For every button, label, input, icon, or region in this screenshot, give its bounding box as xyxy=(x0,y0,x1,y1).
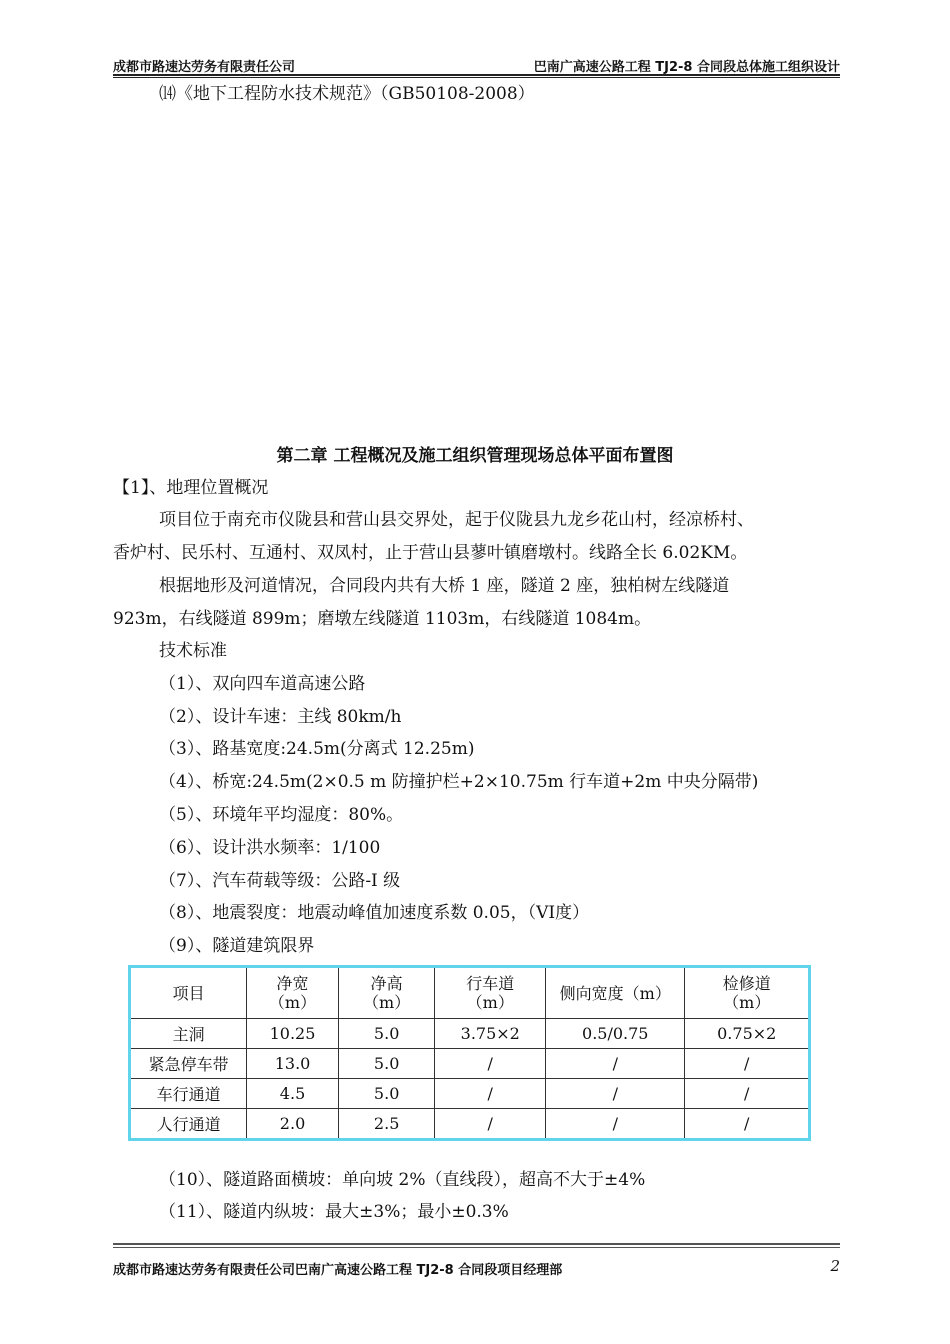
table-row xyxy=(130,1019,810,1049)
paragraph-bridges-line-2: 923m，右线隧道 899m；磨墩左线隧道 1103m，右线隧道 1084m。 xyxy=(113,609,652,629)
table-cell: 紧急停车带 xyxy=(130,1049,247,1079)
table-cell: 0.5/0.75 xyxy=(546,1019,685,1049)
standard-item: （4）、桥宽:24.5m(2×0.5 m 防撞护栏+2×10.75m 行车道+2m 中央分隔带) xyxy=(159,772,759,792)
table-cell: 人行通道 xyxy=(130,1109,247,1140)
page-header xyxy=(113,54,840,74)
standard-item: （9）、隧道建筑限界 xyxy=(159,936,315,956)
table-header-cell: 项目 xyxy=(130,967,247,1019)
standard-item: （1）、双向四车道高速公路 xyxy=(159,674,366,694)
table-cell: / xyxy=(546,1049,685,1079)
standard-item: （3）、路基宽度:24.5m(分离式 12.25m) xyxy=(159,739,475,759)
table-row xyxy=(130,1109,810,1140)
table-cell: / xyxy=(685,1049,810,1079)
table-cell: / xyxy=(685,1079,810,1109)
table-cell: 3.75×2 xyxy=(435,1019,546,1049)
table-cell: / xyxy=(435,1109,546,1140)
header-company: 成都市路速达劳务有限责任公司 xyxy=(113,60,296,75)
table-row xyxy=(130,1079,810,1109)
table-cell: / xyxy=(546,1109,685,1140)
header-document-title: 巴南广高速公路工程 TJ2-8 合同段总体施工组织设计 xyxy=(533,60,840,75)
tech-standards-heading: 技术标准 xyxy=(159,641,227,661)
tunnel-clearance-table xyxy=(128,965,811,1141)
footer-rule xyxy=(113,1243,840,1248)
table-cell: / xyxy=(546,1079,685,1109)
footer-text: 成都市路速达劳务有限责任公司巴南广高速公路工程 TJ2-8 合同段项目经理部 xyxy=(113,1263,563,1278)
page-number: 2 xyxy=(830,1257,840,1275)
standard-item: （7）、汽车荷载等级：公路-I 级 xyxy=(159,871,401,891)
standard-item: （10）、隧道路面横坡：单向坡 2%（直线段），超高不大于±4% xyxy=(159,1170,646,1190)
section-heading: 【1】、地理位置概况 xyxy=(113,478,269,498)
table-cell: / xyxy=(435,1049,546,1079)
table-cell: 5.0 xyxy=(338,1019,435,1049)
table-cell: 10.25 xyxy=(247,1019,339,1049)
chapter-title: 第二章 工程概况及施工组织管理现场总体平面布置图 xyxy=(276,446,674,466)
paragraph-location-line-2: 香炉村、民乐村、互通村、双凤村，止于营山县蓼叶镇磨墩村。线路全长 6.02KM。 xyxy=(113,543,748,563)
table-cell: 2.0 xyxy=(247,1109,339,1140)
table-cell: 主洞 xyxy=(130,1019,247,1049)
standard-item: （6）、设计洪水频率：1/100 xyxy=(159,838,381,858)
table-cell: 5.0 xyxy=(338,1079,435,1109)
table-cell: 0.75×2 xyxy=(685,1019,810,1049)
paragraph-bridges-line-1: 根据地形及河道情况，合同段内共有大桥 1 座，隧道 2 座，独柏树左线隧道 xyxy=(159,576,730,596)
table-cell: 5.0 xyxy=(338,1049,435,1079)
table-header-cell: 净宽 （m） xyxy=(247,967,339,1019)
table-cell: / xyxy=(685,1109,810,1140)
table-cell: 4.5 xyxy=(247,1079,339,1109)
table-header-row xyxy=(130,967,810,1019)
paragraph-location-line-1: 项目位于南充市仪陇县和营山县交界处，起于仪陇县九龙乡花山村，经凉桥村、 xyxy=(159,510,754,530)
standard-item: （8）、地震裂度：地震动峰值加速度系数 0.05，（VI度） xyxy=(159,903,590,923)
table-row xyxy=(130,1049,810,1079)
header-rule xyxy=(113,74,840,78)
page-footer xyxy=(113,1259,840,1279)
table-cell: / xyxy=(435,1079,546,1109)
table-header-cell: 侧向宽度（m） xyxy=(546,967,685,1019)
table-header-cell: 行车道 （m） xyxy=(435,967,546,1019)
table-cell: 2.5 xyxy=(338,1109,435,1140)
table-header-cell: 检修道 （m） xyxy=(685,967,810,1019)
standard-item: （11）、隧道内纵坡：最大±3%；最小±0.3% xyxy=(159,1202,509,1222)
table-cell: 车行通道 xyxy=(130,1079,247,1109)
table-cell: 13.0 xyxy=(247,1049,339,1079)
table-header-cell: 净高 （m） xyxy=(338,967,435,1019)
standard-item: （5）、环境年平均湿度：80%。 xyxy=(159,805,404,825)
reference-item-14: ⒁《地下工程防水技术规范》（GB50108-2008） xyxy=(159,84,535,104)
standard-item: （2）、设计车速：主线 80km/h xyxy=(159,707,402,727)
